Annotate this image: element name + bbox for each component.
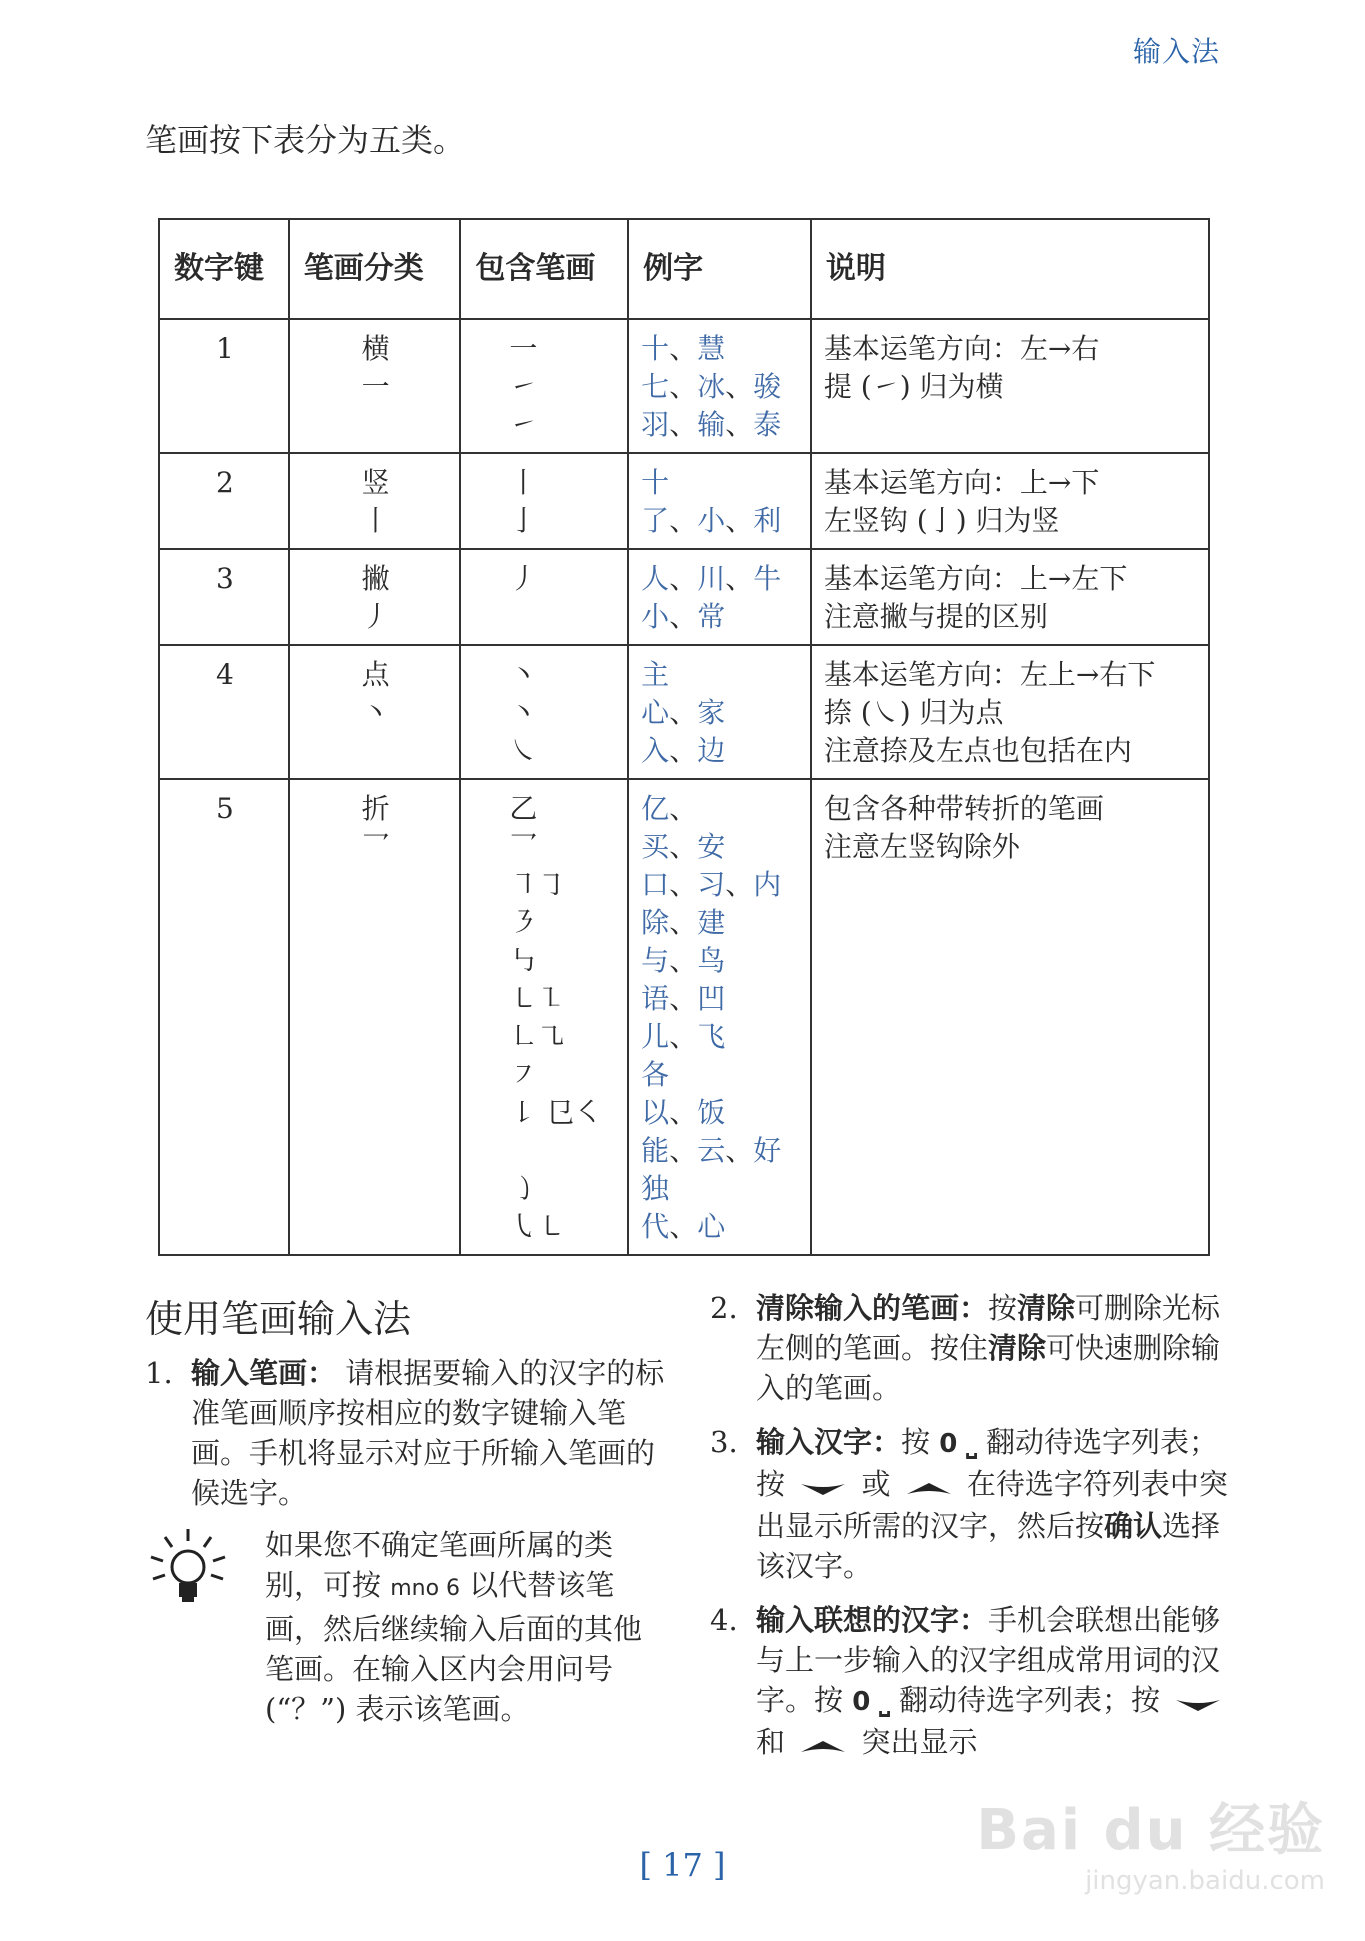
description-line: 注意捺及左点也包括在内: [823, 734, 1132, 767]
example-line: 七、冰、骏: [641, 370, 782, 403]
col-header-category: 笔画分类: [289, 219, 461, 319]
example-char: 亿: [641, 792, 670, 825]
example-line: [641, 1056, 800, 1094]
table-header-row: [159, 219, 1209, 319]
example-char: 语: [641, 982, 670, 1015]
text: 或: [861, 1467, 891, 1501]
example-char: 人: [641, 562, 670, 595]
stroke-category-cell: [289, 779, 461, 1255]
scroll-down-icon: [1175, 1682, 1221, 1722]
example-char: 川: [697, 562, 726, 595]
description-cell: [811, 319, 1209, 453]
example-char: 凹: [697, 982, 726, 1015]
example-char: 入: [641, 734, 670, 767]
page-number: [ 17 ]: [639, 1846, 726, 1884]
description-cell: [811, 645, 1209, 779]
example-line: 以、饭: [641, 1096, 726, 1129]
example-char: 儿: [641, 1020, 670, 1053]
step-number: 1.: [145, 1356, 173, 1390]
description-line: 注意撇与提的区别: [823, 600, 1048, 633]
text: 可快速删除输入的笔画。: [756, 1331, 1221, 1405]
col-header-strokes: 包含笔画: [460, 219, 628, 319]
step-associated-hanzi: [710, 1600, 1230, 1764]
example-char: 泰: [753, 408, 782, 441]
example-char: 各: [641, 1058, 670, 1091]
category-name: 横: [361, 332, 390, 365]
stroke-glyph: ㇕㇆: [509, 868, 566, 901]
step-label: 输入汉字：: [756, 1425, 902, 1459]
example-line: [641, 1170, 800, 1208]
example-line: 十、慧: [641, 332, 726, 365]
stroke-category-cell: [289, 549, 461, 645]
example-char: 好: [753, 1134, 782, 1167]
example-line: 口、习、内: [641, 868, 782, 901]
example-line: 心、家: [641, 696, 726, 729]
category-name: 竖: [361, 466, 390, 499]
category-name: 折: [361, 792, 390, 825]
example-char: 十: [641, 332, 670, 365]
description-line: 基本运笔方向：左→右: [823, 332, 1100, 365]
step-clear-strokes: [710, 1288, 1230, 1408]
included-strokes-cell: [460, 779, 628, 1255]
example-line: 能、云、好: [641, 1134, 782, 1167]
description-line: 捺 (㇏) 归为点: [823, 696, 1004, 729]
stroke-glyph: ㇂㇄: [509, 1210, 566, 1243]
col-header-examples: 例字: [628, 219, 811, 319]
digit-key-cell: 4: [159, 645, 289, 779]
key-mno6: mno 6: [390, 1576, 461, 1601]
table-row: [159, 549, 1209, 645]
digit-key-cell: 1: [159, 319, 289, 453]
example-line: 羽、输、泰: [641, 408, 782, 441]
included-strokes-cell: [460, 549, 628, 645]
stroke-glyph: ㇏: [509, 734, 538, 767]
step-input-strokes: [145, 1353, 665, 1513]
example-line: 买、安: [641, 830, 726, 863]
example-char: 饭: [697, 1096, 726, 1129]
example-chars-cell: [628, 453, 811, 549]
stroke-glyph: 丶: [509, 696, 538, 729]
step-label: 输入笔画：: [191, 1356, 337, 1390]
table-row: [159, 319, 1209, 453]
baidu-watermark: [976, 1786, 1325, 1896]
example-char: 以: [641, 1096, 670, 1129]
example-line: 入、边: [641, 734, 726, 767]
table-row: [159, 645, 1209, 779]
category-name: 撇: [361, 562, 390, 595]
stroke-category-cell: [289, 645, 461, 779]
stroke-glyph: ㇁: [509, 1172, 538, 1205]
example-char: 冰: [697, 370, 726, 403]
example-chars-cell: [628, 645, 811, 779]
stroke-glyph: [473, 1132, 617, 1170]
example-char: 建: [697, 906, 726, 939]
stroke-glyph: ㇀: [509, 370, 538, 403]
example-char: 除: [641, 906, 670, 939]
step-number: 3.: [710, 1425, 738, 1459]
example-char: 买: [641, 830, 670, 863]
description-line: 左竖钩 (亅) 归为竖: [823, 504, 1060, 537]
example-char: 云: [697, 1134, 726, 1167]
intro-text: 笔画按下表分为五类。: [145, 121, 466, 159]
stroke-glyph: ㇉: [509, 944, 538, 977]
digit-key-cell: 2: [159, 453, 289, 549]
example-char: 利: [753, 504, 782, 537]
text: 选择该汉字。: [756, 1509, 1221, 1583]
stroke-glyph: 亅: [509, 504, 538, 537]
example-char: 了: [641, 504, 670, 537]
example-char: 小: [641, 600, 670, 633]
example-line: 亿、: [641, 792, 698, 825]
text: 突出显示: [861, 1725, 978, 1759]
stroke-glyph: ㇋: [509, 906, 538, 939]
example-chars-cell: [628, 779, 811, 1255]
description-line: 基本运笔方向：左上→右下: [823, 658, 1156, 691]
tip-text-a: 如果您不确定笔画所属的类别，可按: [265, 1528, 614, 1602]
example-char: 代: [641, 1210, 670, 1243]
example-char: 习: [697, 868, 726, 901]
scroll-up-icon: [800, 1724, 846, 1764]
example-char: 安: [697, 830, 726, 863]
table-body: [159, 319, 1209, 1255]
stroke-glyph: ㇙ 㔾㇛: [509, 1096, 603, 1129]
stroke-glyph: ㇇: [509, 1058, 538, 1091]
category-glyph: 丿: [361, 600, 390, 633]
step-number: 4.: [710, 1603, 738, 1637]
left-column: [145, 1288, 665, 1729]
text: 可删除光标左侧的笔画。按住: [756, 1291, 1221, 1365]
example-char: 慧: [697, 332, 726, 365]
example-line: 与、鸟: [641, 944, 726, 977]
key-0: 0 ⎵: [852, 1687, 890, 1717]
category-glyph: 丨: [361, 504, 390, 537]
table-row: [159, 779, 1209, 1255]
stroke-glyph: 丶: [509, 658, 538, 691]
description-line: 包含各种带转折的笔画: [823, 792, 1104, 825]
col-header-key: 数字键: [159, 219, 289, 319]
example-line: 了、小、利: [641, 504, 782, 537]
example-char: 输: [697, 408, 726, 441]
scroll-up-icon: [906, 1466, 952, 1506]
example-line: 小、常: [641, 600, 726, 633]
section-title: 使用笔画输入法: [145, 1297, 412, 1341]
step-number: 2.: [710, 1291, 738, 1325]
stroke-glyph: 乙: [509, 792, 538, 825]
example-char: 十: [641, 466, 670, 499]
tip-note: [145, 1525, 665, 1729]
example-char: 口: [641, 868, 670, 901]
text: 按: [901, 1425, 931, 1459]
stroke-glyph: ㇗㇈: [509, 1020, 566, 1053]
category-glyph: 乛: [361, 830, 390, 863]
description-cell: [811, 779, 1209, 1255]
description-cell: [811, 549, 1209, 645]
text: 在待选字符列表中突出显示所需的汉字，然后按: [756, 1467, 1228, 1543]
included-strokes-cell: [460, 453, 628, 549]
tip-text-b: 以代替该笔画，然后继续输入后面的其他笔画。在输入区内会用问号 (“？”) 表示该笔画。: [265, 1568, 643, 1726]
digit-key-cell: 5: [159, 779, 289, 1255]
step-label: 清除输入的笔画：: [756, 1291, 989, 1325]
example-line: 语、凹: [641, 982, 726, 1015]
scroll-down-icon: [800, 1466, 846, 1506]
example-char: 羽: [641, 408, 670, 441]
stroke-category-cell: [289, 319, 461, 453]
example-char: 心: [641, 696, 670, 729]
description-line: 基本运笔方向：上→左下: [823, 562, 1128, 595]
stroke-glyph: 乛: [509, 830, 538, 863]
stroke-glyph: 丨: [509, 466, 538, 499]
lightbulb-icon: [145, 1527, 231, 1617]
example-char: 边: [697, 734, 726, 767]
example-line: 除、建: [641, 906, 726, 939]
example-chars-cell: [628, 319, 811, 453]
watermark-url: jingyan.baidu.com: [1085, 1866, 1325, 1896]
description-line: 基本运笔方向：上→下: [823, 466, 1100, 499]
description-line: 注意左竖钩除外: [823, 830, 1020, 863]
example-char: 七: [641, 370, 670, 403]
stroke-table: [158, 218, 1210, 1256]
clear-key-label: 清除: [1017, 1291, 1076, 1325]
example-line: 儿、飞: [641, 1020, 726, 1053]
example-char: 与: [641, 944, 670, 977]
text: 翻动待选字列表；按: [756, 1425, 1219, 1501]
step-label: 输入联想的汉字：: [756, 1603, 989, 1637]
example-char: 飞: [697, 1020, 726, 1053]
key-0: 0 ⎵: [939, 1429, 977, 1459]
example-char: 骏: [753, 370, 782, 403]
stroke-glyph: ㇀: [509, 408, 538, 441]
description-cell: [811, 453, 1209, 549]
example-line: 人、川、牛: [641, 562, 782, 595]
included-strokes-cell: [460, 645, 628, 779]
right-column: [710, 1288, 1230, 1778]
example-char: 常: [697, 600, 726, 633]
category-glyph: 丶: [361, 696, 390, 729]
example-char: 家: [697, 696, 726, 729]
text: 和: [756, 1725, 786, 1759]
stroke-category-cell: [289, 453, 461, 549]
col-header-notes: 说明: [811, 219, 1209, 319]
clear-key-label: 清除: [988, 1331, 1047, 1365]
example-char: 主: [641, 658, 670, 691]
category-glyph: 一: [361, 370, 390, 403]
section-header: 输入法: [1132, 35, 1220, 68]
category-name: 点: [361, 658, 390, 691]
watermark-logo: Bai du 经验: [976, 1798, 1325, 1863]
example-char: 独: [641, 1172, 670, 1205]
text: 按: [988, 1291, 1018, 1325]
example-chars-cell: [628, 549, 811, 645]
stroke-glyph: ㇄㇅: [509, 982, 566, 1015]
text: 翻动待选字列表；按: [899, 1683, 1161, 1717]
stroke-glyph: 一: [509, 332, 538, 365]
text: 手机会联想出能够与上一步输入的汉字组成常用词的汉字。按: [756, 1603, 1221, 1717]
example-line: [641, 464, 800, 502]
example-char: 心: [697, 1210, 726, 1243]
example-line: [641, 656, 800, 694]
stroke-glyph: 丿: [509, 562, 538, 595]
description-line: 提 (㇀) 归为横: [823, 370, 1004, 403]
digit-key-cell: 3: [159, 549, 289, 645]
example-char: 小: [697, 504, 726, 537]
included-strokes-cell: [460, 319, 628, 453]
example-char: 能: [641, 1134, 670, 1167]
example-char: 内: [753, 868, 782, 901]
example-char: 牛: [753, 562, 782, 595]
step-text: 请根据要输入的汉字的标准笔画顺序按相应的数字键输入笔画。手机将显示对应于所输入笔画的候选字。: [191, 1356, 665, 1510]
example-char: 鸟: [697, 944, 726, 977]
table-row: [159, 453, 1209, 549]
example-line: 代、心: [641, 1210, 726, 1243]
step-input-hanzi: [710, 1422, 1230, 1586]
confirm-key-label: 确认: [1104, 1509, 1163, 1543]
